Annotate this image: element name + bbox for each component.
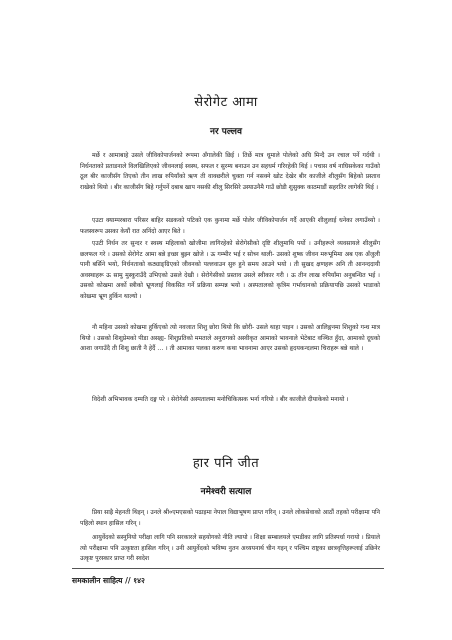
story-author: नमेश्वरी सत्याल xyxy=(200,487,252,497)
story-paragraph: विदेशी अभिभावक दम्पति दङ्ग परे । सेरोगेसी अस्पतालमा मनोचिकित्सक भर्ना गरियो । बीर काजीले दीयाकेको मनायो । xyxy=(92,396,349,403)
story-paragraph: आयुर्वेदको सस्नुनियो परीक्षा लागि पनि सरकारले सहयोगको नीति ल्यायो । शिक्षा सम्बालयले एमडीका लागि प्रतिस्पर्धा गरायो । प्रियाले त्यो परीक्षामा पनि उत्कृष्टता हासिल गरिन् । उनी आयुर्वेदको भविष्य नुतन अध्ययनार्थ चीन गइन् र पश्चिम राष्ट्रका छात्रवृत्तिहरूलाई उछिनेर उत्कृष्ट पुरस्कार प्राप्त गरी स्वदेश xyxy=(80,534,380,563)
page-footer: समकालीन साहित्य // १४२ xyxy=(72,576,145,585)
story-paragraph: नौ महिना उसको कोखमा हुर्किएको त्यो नवजात शिशु छोरा थियो कि छोरी- उसले थाहा पाइन । उसको आलिङ्गनमा शिशुको गन्ध मात्र थियो । उसको शिशुप्रेमको पीडा असह्य- शिशुप्रतिको ममताले अनुरागको अस्वीकृत आमाको भावनाले भेटेबाट वञ्चित हुँदा, आमाको दूधको आशा जगाउँदै ती शिशु छाती नै हेर्दै … । ती आमाका पलका करुण कथा भावनामा आएर उसको हृदयकन्दलमा चिराहरू बन्ने थाले । xyxy=(80,324,380,353)
story-paragraph: एउटी निर्धन तर सुन्दर र स्वस्थ महिलाको खोजीमा लागिरहेको सेरोगेसीको दृष्टि शीलुमाथि पर्यो । उनीहरूले व्यवसायले शीलुसँग छलफल गरे । उसको सेरोगेट आमा बन्ने इच्छा बुझ्न खोजे । ऊ गम्भीर भई र सोच्न थाली- उसको शुष्क जीवन मरुभूमिमा अब एक अँजुली पानी बर्सिने भयो, निर्धनताको कठ्याङ्ग्रिएको जीवनको पल्लवाउन सुरु हुने समय आउने भयो । ती सुखद क्षणहरू अनि ती आनन्ददायी अवस्थाहरू ऊ सामु मुस्कुराउँदै उभिएको उसले देखी । सेरोगेसीको प्रस्ताव उसले स्वीकार गरी । ऊ तीन लाख रुपियाँमा अनुबन्धित भई । उसको कोखमा अर्को स्त्रीको भ्रूणलाई विकसित गर्ने प्रक्रिया सम्पन्न भयो । अस्पतालको कृत्रिम गर्भाधानको प्रक्रियापछि उसको भाडाको कोखमा भ्रूण हुर्किन थाल्यो । xyxy=(80,240,380,300)
story-paragraph: मर्छे र आमाबाहे उसले जीविकोपार्जनको रूपमा अँगालेकी छिई । तिर्छे मात्र धूमाले पोलेको अघि मिन्दै उन रचाल पर्ने गर्दथी । निर्धनताको प्रताडनाले विलखिलिएको जीवनलाई स्वस्थ, सफल र सुरम्य बनाउन उन सहधर्म गरिरहेकी थिई । पचास वर्ष नाघिसकेका गाउँको ठूल बीर काजीसँग तिएको तीन लाख रुपियाँको ऋण ती वाक्छरीले चुक्ता गर्न नसक्ने खोट देखेर बीर काजीले शीलुसँग बिहेको प्रस्ताव राखेको थियो । बीर काजीसँग बिहे गर्नुपर्ने दबाब खाप नसकी शीलु सिरसिरे उस्याउनैमै गाउँ छोडी शुसुक्क काठमाडौं सहरतिर लागेकी थिई । xyxy=(80,152,380,191)
footer-rule xyxy=(72,568,384,569)
story-paragraph: एउटा क्याम्परबारा परिसर बाहिर सडकको पटिको एक कुनामा मर्छे पोलेर जीविकोपार्जन गर्दै आएकी शीलुलाई धनेका लगाउँथ्यो । फलस्वरूप उसका केयौं रात अनिंदो आएर बिते । xyxy=(80,217,380,235)
story-title: हार पनि जीत xyxy=(192,456,260,471)
story-paragraph: प्रिया साह्रै मेहनती थिइन् । उनले श्री०एमएसको पढाइमा नेपाल विद्याभूषण प्राप्त गरिन् । उनले लोकसेवाको आठौं तहको परीक्षामा पनि पहिलो स्थान हासिल गरिन् । xyxy=(80,509,380,527)
story-title: सेरोगेट आमा xyxy=(194,95,258,110)
story-author: नर पल्लव xyxy=(209,127,243,137)
